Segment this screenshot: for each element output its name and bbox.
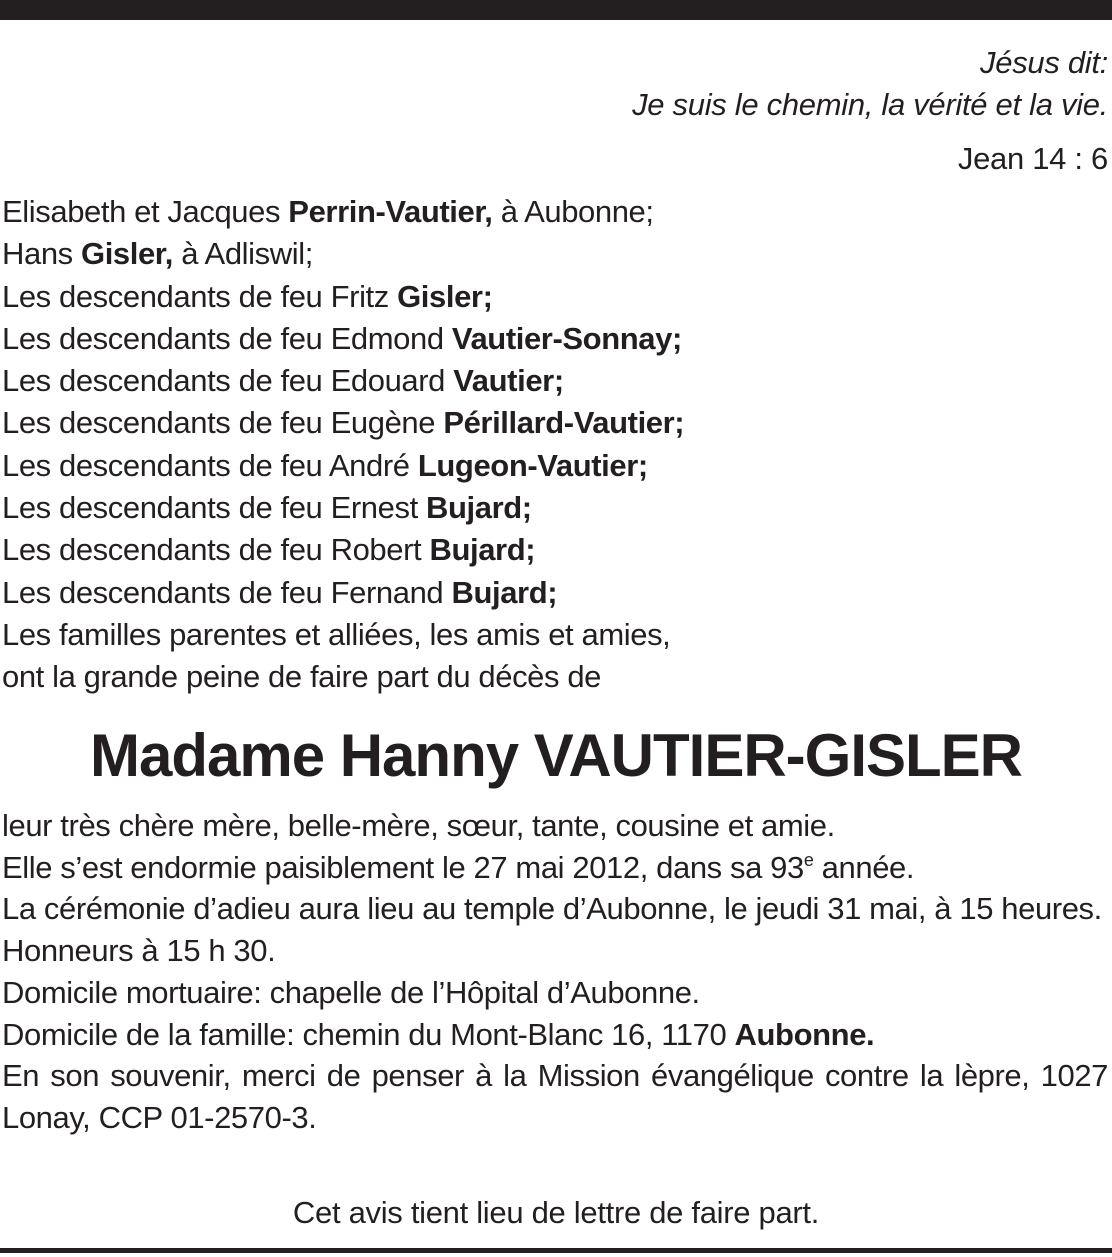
- mortuary-text: Domicile mortuaire: chapelle de l’Hôpital d’Aubonne.: [2, 974, 700, 1010]
- verse-reference: Jean 14 : 6: [957, 141, 1108, 176]
- mourner-line: Les familles parentes et alliées, les amis et amies,: [2, 616, 671, 652]
- mourner-line: Les descendants de feu Fritz Gisler;: [2, 278, 493, 314]
- notice-details: [2, 805, 1108, 1139]
- bottom-rule: [0, 1248, 1112, 1253]
- mourners-list: [2, 191, 1102, 699]
- mourner-line: Les descendants de feu Fernand Bujard;: [2, 574, 558, 610]
- verse-line-2: Je suis le chemin, la vérité et la vie.: [632, 87, 1108, 122]
- relation-text: leur très chère mère, belle-mère, sœur, tante, cousine et amie.: [2, 808, 835, 843]
- mourner-line: Hans Gisler, à Adliswil;: [2, 236, 313, 272]
- donation-text: En son souvenir, merci de penser à la Mission évangélique contre la lèpre, 1027 Lonay, CCP 01-2570-3.: [2, 1058, 1108, 1135]
- mourner-line: ont la grande peine de faire part du décès de: [2, 659, 602, 695]
- mourner-line: Les descendants de feu Ernest Bujard;: [2, 490, 532, 526]
- mourner-line: Les descendants de feu Robert Bujard;: [2, 532, 536, 568]
- ceremony-text: La cérémonie d’adieu aura lieu au temple d’Aubonne, le jeudi 31 mai, à 15 heures.: [2, 891, 1102, 927]
- mourner-line: Les descendants de feu Edmond Vautier-Sonnay;: [2, 320, 682, 356]
- mourner-line: Elisabeth et Jacques Perrin-Vautier, à Aubonne;: [2, 194, 654, 229]
- mourner-line: Les descendants de feu Eugène Périllard-Vautier;: [2, 405, 685, 441]
- family-home-text: Domicile de la famille: chemin du Mont-Blanc 16, 1170 Aubonne.: [2, 1016, 875, 1052]
- honours-text: Honneurs à 15 h 30.: [2, 933, 276, 969]
- closing-note: Cet avis tient lieu de lettre de faire part.: [292, 1195, 820, 1230]
- verse-line-1: Jésus dit:: [980, 45, 1108, 80]
- mourner-line: Les descendants de feu André Lugeon-Vautier;: [2, 447, 648, 483]
- death-text: Elle s’est endormie paisiblement le 27 mai 2012, dans sa 93e année.: [2, 849, 915, 885]
- deceased-name: Madame Hanny VAUTIER-GISLER: [89, 722, 1023, 789]
- bible-verse: [632, 42, 1108, 126]
- mourner-line: Les descendants de feu Edouard Vautier;: [2, 363, 564, 399]
- top-rule: [0, 0, 1112, 20]
